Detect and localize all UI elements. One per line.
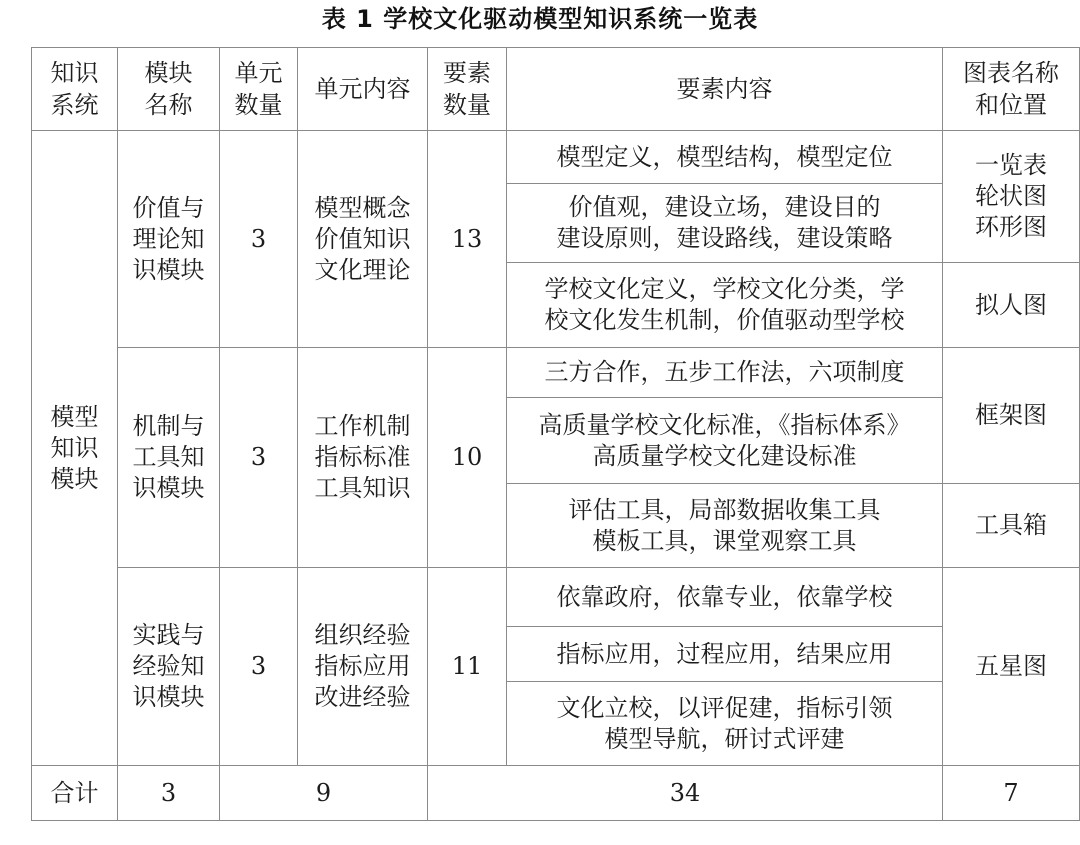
knowledge-system-table xyxy=(31,47,1080,821)
chart-name-cell: 五星图 xyxy=(943,568,1080,766)
chart-name-cell: 拟人图 xyxy=(943,263,1080,348)
table-row xyxy=(32,348,1080,398)
header-unit-content: 单元内容 xyxy=(298,48,428,131)
header-chart-name: 图表名称 和位置 xyxy=(943,48,1080,131)
header-element-content: 要素内容 xyxy=(507,48,943,131)
element-count-cell: 13 xyxy=(428,131,507,348)
element-content-cell: 依靠政府，依靠专业，依靠学校 xyxy=(507,568,943,627)
element-content-cell: 文化立校，以评促建，指标引领 模型导航，研讨式评建 xyxy=(507,682,943,766)
element-content-cell: 价值观，建设立场，建设目的 建设原则，建设路线，建设策略 xyxy=(507,184,943,263)
element-content-cell: 模型定义，模型结构，模型定位 xyxy=(507,131,943,184)
total-charts: 7 xyxy=(943,766,1080,821)
table-title: 表 1 学校文化驱动模型知识系统一览表 xyxy=(321,5,759,33)
element-content-cell: 指标应用，过程应用，结果应用 xyxy=(507,627,943,682)
unit-content-cell: 模型概念 价值知识 文化理论 xyxy=(298,131,428,348)
element-content-cell: 三方合作，五步工作法，六项制度 xyxy=(507,348,943,398)
unit-count-cell: 3 xyxy=(220,568,298,766)
total-units: 9 xyxy=(220,766,428,821)
system-cell: 模型 知识 模块 xyxy=(32,131,118,766)
header-unit-count: 单元 数量 xyxy=(220,48,298,131)
unit-count-cell: 3 xyxy=(220,348,298,568)
module-name-cell: 价值与 理论知 识模块 xyxy=(118,131,220,348)
element-content-cell: 评估工具，局部数据收集工具 模板工具，课堂观察工具 xyxy=(507,484,943,568)
element-count-cell: 11 xyxy=(428,568,507,766)
module-name-cell: 实践与 经验知 识模块 xyxy=(118,568,220,766)
chart-name-cell: 框架图 xyxy=(943,348,1080,484)
module-name-cell: 机制与 工具知 识模块 xyxy=(118,348,220,568)
table-row xyxy=(32,568,1080,627)
element-content-cell: 高质量学校文化标准，《指标体系》 高质量学校文化建设标准 xyxy=(507,398,943,484)
total-label: 合计 xyxy=(32,766,118,821)
header-module-name: 模块 名称 xyxy=(118,48,220,131)
total-elements: 34 xyxy=(428,766,943,821)
unit-content-cell: 组织经验 指标应用 改进经验 xyxy=(298,568,428,766)
unit-count-cell: 3 xyxy=(220,131,298,348)
chart-name-cell: 工具箱 xyxy=(943,484,1080,568)
header-system: 知识 系统 xyxy=(32,48,118,131)
total-modules: 3 xyxy=(118,766,220,821)
header-element-count: 要素 数量 xyxy=(428,48,507,131)
chart-name-cell: 一览表 轮状图 环形图 xyxy=(943,131,1080,263)
unit-content-cell: 工作机制 指标标准 工具知识 xyxy=(298,348,428,568)
element-count-cell: 10 xyxy=(428,348,507,568)
element-content-cell: 学校文化定义，学校文化分类，学 校文化发生机制，价值驱动型学校 xyxy=(507,263,943,348)
table-row xyxy=(32,131,1080,184)
header-row xyxy=(32,48,1080,131)
total-row xyxy=(32,766,1080,821)
